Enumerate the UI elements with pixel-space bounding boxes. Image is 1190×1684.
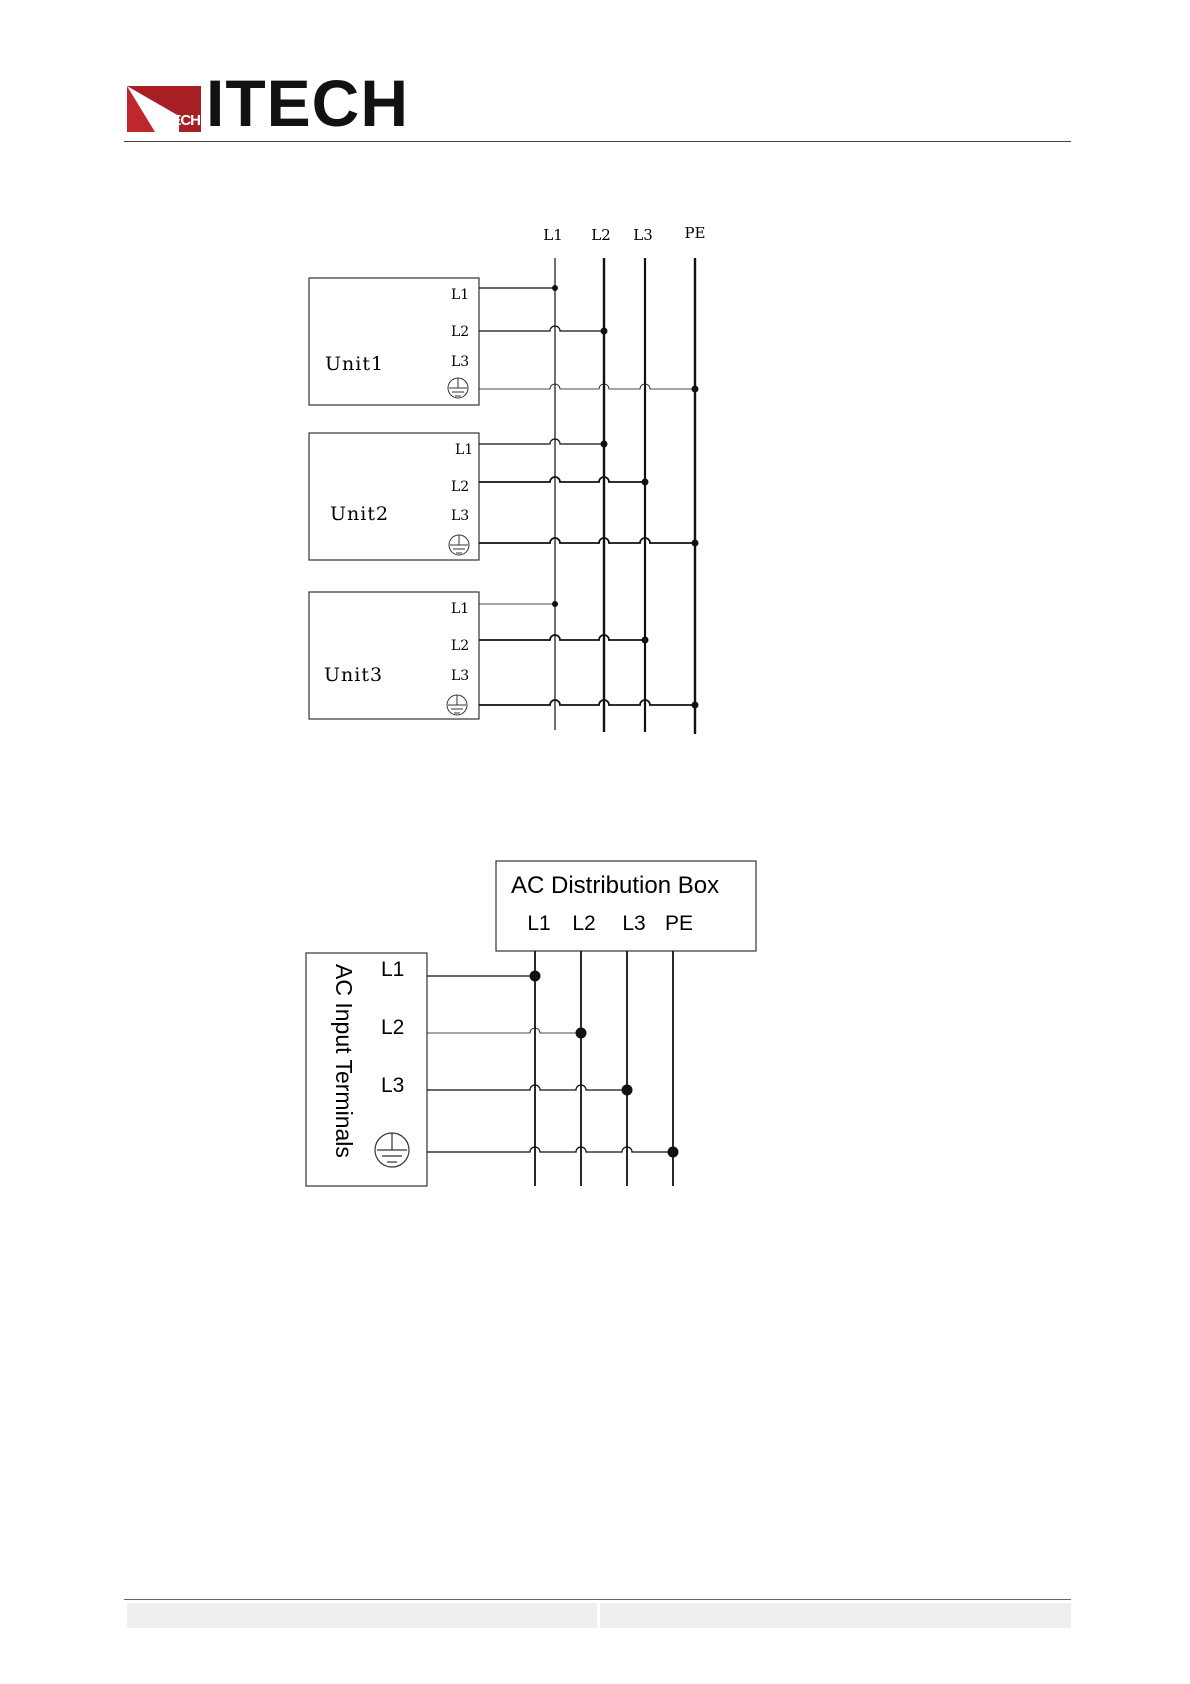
ground-icon bbox=[448, 378, 468, 398]
unit3-terminal-l3: L3 bbox=[451, 668, 470, 684]
junction-dot bbox=[692, 702, 699, 709]
junction-dot bbox=[692, 386, 699, 393]
junction-dot bbox=[601, 328, 608, 335]
wire-input-pe bbox=[427, 1147, 673, 1152]
footer-band-left bbox=[127, 1603, 597, 1628]
wire-unit3-pe bbox=[479, 700, 695, 705]
wire-unit1-l2 bbox=[479, 326, 604, 331]
unit1-terminal-l3: L3 bbox=[451, 354, 470, 370]
bus-label-l3: L3 bbox=[633, 226, 653, 244]
unit2-label: Unit2 bbox=[330, 503, 390, 525]
wire-unit2-l2 bbox=[479, 477, 645, 482]
ground-icon bbox=[449, 535, 469, 555]
input-terminal-l3: L3 bbox=[381, 1074, 405, 1097]
input-terminal-l1: L1 bbox=[381, 958, 405, 981]
input-terminal-l2: L2 bbox=[381, 1016, 405, 1039]
unit2-terminal-l3: L3 bbox=[451, 508, 470, 524]
junction-dot bbox=[530, 971, 541, 982]
unit2-terminal-l2: L2 bbox=[451, 479, 470, 495]
box-terminal-pe: PE bbox=[664, 912, 694, 935]
box-terminal-l3: L3 bbox=[622, 912, 646, 935]
unit2-terminal-l1: L1 bbox=[455, 442, 474, 458]
logo-mark-label: ITECH bbox=[160, 112, 200, 129]
wire-unit2-pe bbox=[479, 538, 695, 543]
unit3-terminal-l1: L1 bbox=[451, 601, 470, 617]
ground-icon bbox=[375, 1133, 409, 1167]
ground-icon bbox=[447, 695, 467, 715]
unit3-terminal-l2: L2 bbox=[451, 638, 470, 654]
company-logo-text: ITECH bbox=[206, 66, 409, 140]
box-terminal-l1: L1 bbox=[527, 912, 551, 935]
wire-unit3-l2 bbox=[479, 635, 645, 640]
bus-label-l1: L1 bbox=[543, 226, 563, 244]
wire-unit1-pe bbox=[479, 384, 695, 389]
unit1-terminal-l2: L2 bbox=[451, 324, 470, 340]
junction-dot bbox=[552, 285, 558, 291]
footer-divider bbox=[124, 1599, 1071, 1600]
junction-dot bbox=[642, 637, 649, 644]
junction-dot bbox=[552, 601, 558, 607]
junction-dot bbox=[601, 441, 608, 448]
ac-distribution-box-title: AC Distribution Box bbox=[511, 872, 720, 899]
junction-dot bbox=[692, 540, 699, 547]
junction-dot bbox=[668, 1147, 679, 1158]
junction-dot bbox=[642, 479, 649, 486]
footer-band-right bbox=[600, 1603, 1071, 1628]
junction-dot bbox=[576, 1028, 587, 1039]
wire-input-l2 bbox=[427, 1028, 581, 1033]
unit3-label: Unit3 bbox=[324, 664, 384, 686]
wire-input-l3 bbox=[427, 1085, 627, 1090]
junction-dot bbox=[622, 1085, 633, 1096]
wire-unit2-l1 bbox=[479, 439, 604, 444]
unit1-label: Unit1 bbox=[325, 353, 385, 375]
unit2-box bbox=[309, 433, 479, 560]
bus-label-l2: L2 bbox=[591, 226, 611, 244]
unit1-terminal-l1: L1 bbox=[451, 287, 470, 303]
bus-label-pe: PE bbox=[684, 224, 706, 242]
box-terminal-l2: L2 bbox=[572, 912, 596, 935]
ac-input-terminals-label: AC Input Terminals bbox=[331, 964, 357, 1158]
